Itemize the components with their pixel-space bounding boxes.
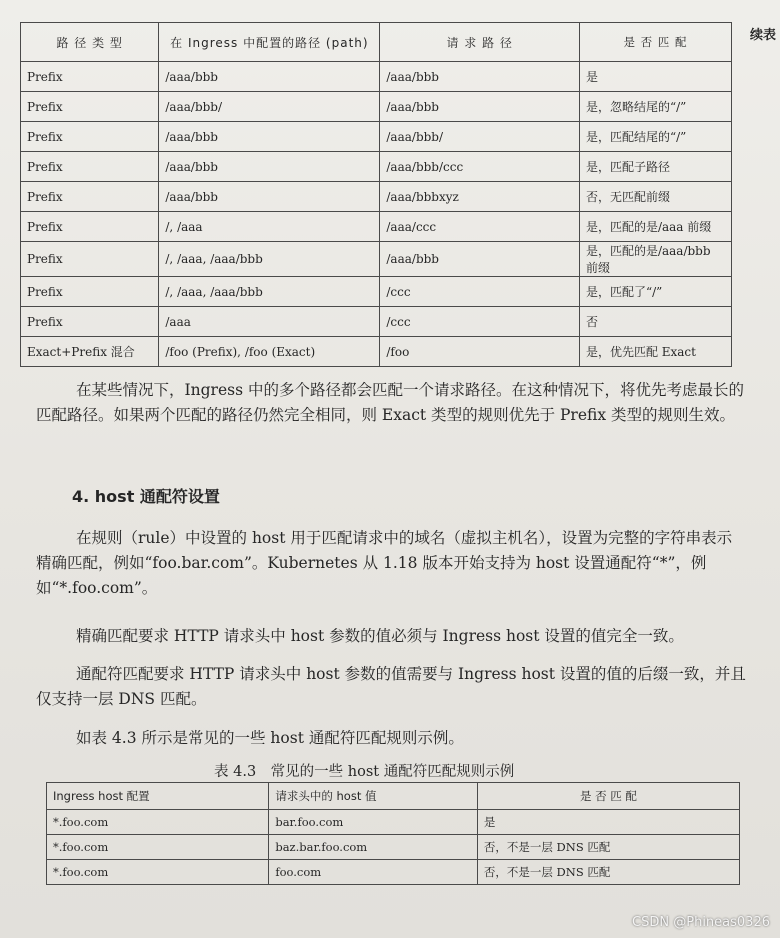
table-cell-is-match: 是，匹配的是/aaa 前缀 <box>579 212 731 242</box>
host-wildcard-table <box>46 782 740 885</box>
table-cell-request-path: /aaa/bbb <box>380 242 580 277</box>
header-path-type: 路 径 类 型 <box>21 23 159 62</box>
header-is-match: 是 否 匹 配 <box>477 783 739 810</box>
table-header-row <box>21 23 732 62</box>
paragraph-table-intro: 如表 4.3 所示是常见的一些 host 通配符匹配规则示例。 <box>76 729 464 747</box>
table-cell-is-match: 是，优先匹配 Exact <box>579 337 731 367</box>
table-cell-ingress-host: *.foo.com <box>47 860 269 885</box>
table-row <box>21 62 732 92</box>
table-cell-is-match: 是，匹配了“/” <box>579 277 731 307</box>
table-row <box>21 307 732 337</box>
table-row <box>21 212 732 242</box>
table-cell-configured-path: /aaa/bbb <box>159 122 380 152</box>
table-cell-request-host: bar.foo.com <box>269 810 478 835</box>
table-cell-path-type: Prefix <box>21 277 159 307</box>
table-cell-path-type: Prefix <box>21 62 159 92</box>
section-heading: 4. host 通配符设置 <box>72 487 220 506</box>
table-row <box>47 835 740 860</box>
table-cell-ingress-host: *.foo.com <box>47 835 269 860</box>
header-ingress-host: Ingress host 配置 <box>47 783 269 810</box>
table-cell-request-path: /foo <box>380 337 580 367</box>
table-cell-path-type: Prefix <box>21 307 159 337</box>
table-cell-path-type: Prefix <box>21 152 159 182</box>
table-cell-is-match: 是，匹配结尾的“/” <box>579 122 731 152</box>
table-cell-configured-path: /aaa/bbb/ <box>159 92 380 122</box>
table-cell-configured-path: /aaa/bbb <box>159 152 380 182</box>
table-cell-is-match: 否 <box>579 307 731 337</box>
table-cell-request-path: /ccc <box>380 307 580 337</box>
table-cell-request-path: /aaa/bbb <box>380 92 580 122</box>
table-cell-request-path: /aaa/bbb/ <box>380 122 580 152</box>
table-cell-is-match: 是，匹配的是/aaa/bbb 前缀 <box>579 242 731 277</box>
table-cell-path-type: Prefix <box>21 242 159 277</box>
table-caption: 表 4.3 常见的一些 host 通配符匹配规则示例 <box>214 764 515 780</box>
table-row <box>21 152 732 182</box>
table-cell-configured-path: /, /aaa <box>159 212 380 242</box>
table-cell-request-path: /aaa/bbbxyz <box>380 182 580 212</box>
table-row <box>47 810 740 835</box>
table-cell-request-host: baz.bar.foo.com <box>269 835 478 860</box>
table-cell-configured-path: /, /aaa, /aaa/bbb <box>159 277 380 307</box>
table-cell-configured-path: /, /aaa, /aaa/bbb <box>159 242 380 277</box>
table-row <box>21 242 732 277</box>
table-cell-is-match: 是 <box>477 810 739 835</box>
table-cell-path-type: Prefix <box>21 92 159 122</box>
table-cell-request-path: /aaa/bbb <box>380 62 580 92</box>
table-cell-path-type: Prefix <box>21 212 159 242</box>
table-cell-path-type: Exact+Prefix 混合 <box>21 337 159 367</box>
header-request-host: 请求头中的 host 值 <box>269 783 478 810</box>
table-row <box>21 277 732 307</box>
paragraph-exact-match: 精确匹配要求 HTTP 请求头中 host 参数的值必须与 Ingress host 设置的值完全一致。 <box>76 627 684 645</box>
table-row <box>47 860 740 885</box>
table-row <box>21 122 732 152</box>
table-cell-is-match: 是，匹配子路径 <box>579 152 731 182</box>
paragraph-host-rule: 在规则（rule）中设置的 host 用于匹配请求中的域名（虚拟主机名），设置为完整的字符串表示精确匹配，例如“foo.bar.com”。Kubernetes 从 1.18 版本开始支持为 host 设置通配符“*”，例如“*.foo.com”。 <box>36 529 733 597</box>
header-request-path: 请 求 路 径 <box>380 23 580 62</box>
header-is-match: 是 否 匹 配 <box>579 23 731 62</box>
paragraph-wildcard-match: 通配符匹配要求 HTTP 请求头中 host 参数的值需要与 Ingress host 设置的值的后缀一致，并且仅支持一层 DNS 匹配。 <box>36 665 746 708</box>
table-cell-path-type: Prefix <box>21 122 159 152</box>
table-cell-is-match: 否，无匹配前缀 <box>579 182 731 212</box>
table-cell-is-match: 否，不是一层 DNS 匹配 <box>477 835 739 860</box>
table-cell-ingress-host: *.foo.com <box>47 810 269 835</box>
table-header-row <box>47 783 740 810</box>
path-matching-table <box>20 22 732 367</box>
continued-label: 续表 <box>749 28 776 43</box>
table-cell-configured-path: /aaa <box>159 307 380 337</box>
table-cell-request-host: foo.com <box>269 860 478 885</box>
table-row <box>21 92 732 122</box>
paragraph-longest-match: 在某些情况下，Ingress 中的多个路径都会匹配一个请求路径。在这种情况下，将优先考虑最长的匹配路径。如果两个匹配的路径仍然完全相同，则 Exact 类型的规则优先于 Prefix 类型的规则生效。 <box>36 381 744 424</box>
table-row <box>21 182 732 212</box>
watermark: CSDN @Phineas0326 <box>632 915 770 930</box>
table-cell-configured-path: /aaa/bbb <box>159 182 380 212</box>
table-cell-is-match: 否，不是一层 DNS 匹配 <box>477 860 739 885</box>
table-cell-request-path: /ccc <box>380 277 580 307</box>
table-cell-is-match: 是 <box>579 62 731 92</box>
table-cell-path-type: Prefix <box>21 182 159 212</box>
header-configured-path: 在 Ingress 中配置的路径 (path) <box>159 23 380 62</box>
table-cell-configured-path: /aaa/bbb <box>159 62 380 92</box>
table-cell-request-path: /aaa/ccc <box>380 212 580 242</box>
table-row <box>21 337 732 367</box>
table-cell-configured-path: /foo (Prefix), /foo (Exact) <box>159 337 380 367</box>
table-cell-is-match: 是，忽略结尾的“/” <box>579 92 731 122</box>
table-cell-request-path: /aaa/bbb/ccc <box>380 152 580 182</box>
